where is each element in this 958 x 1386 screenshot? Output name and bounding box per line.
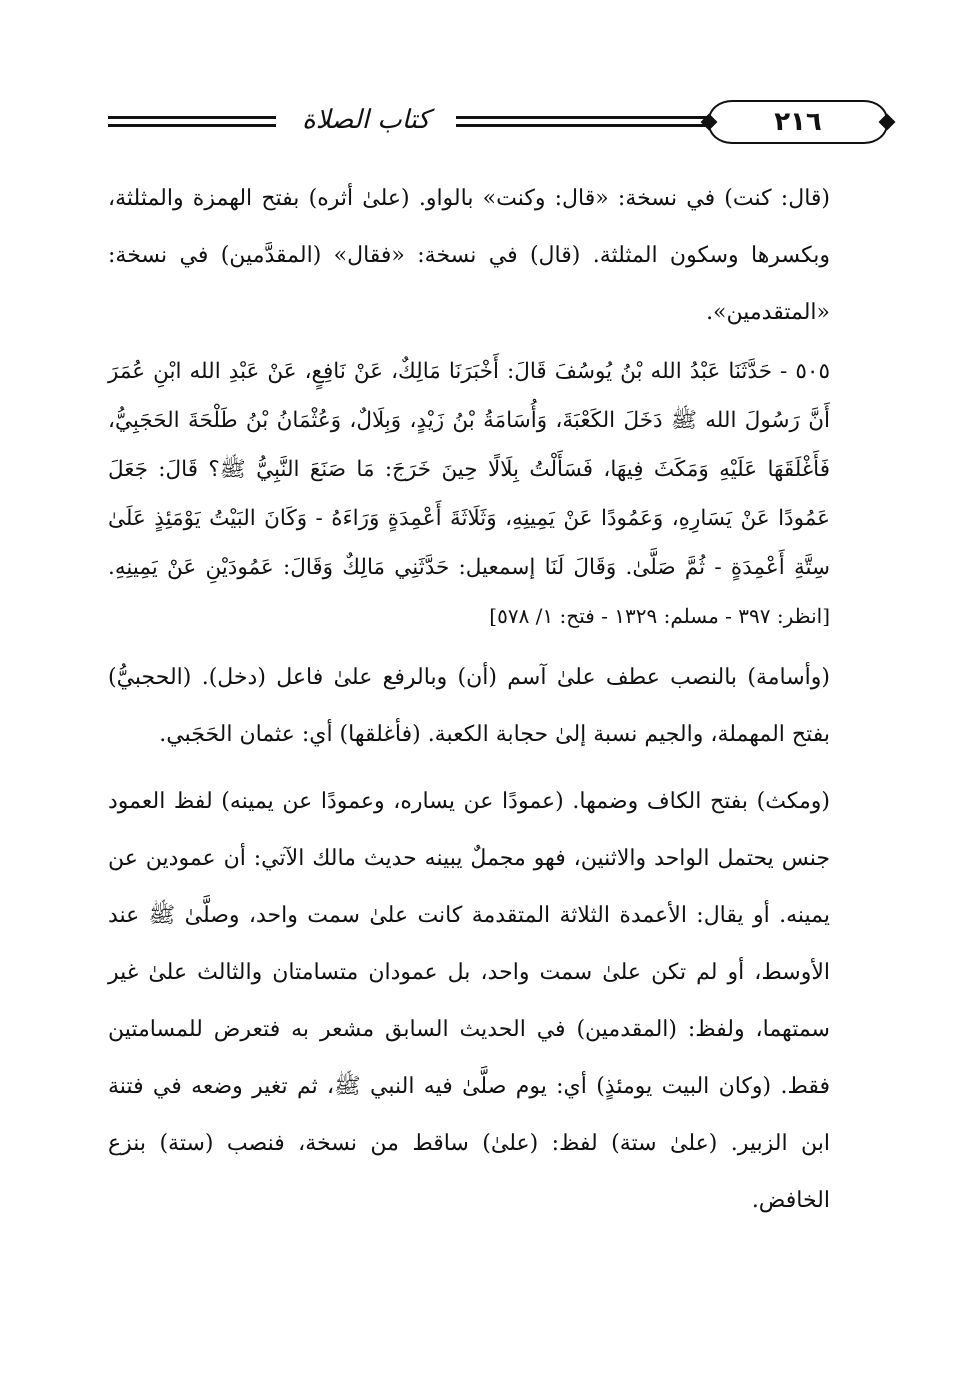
commentary-paragraph-2: (وأسامة) بالنصب عطف علىٰ آسم (أن) وبالرفع علىٰ فاعل (دخل). (الحجبيُّ) بفتح المهملة، والجيم نسبة إلىٰ حجابة الكعبة. (فأغلقها) أي: عثمان الحَجَبي. bbox=[108, 665, 830, 747]
page-number: ٢١٦ bbox=[774, 107, 822, 137]
page-number-badge bbox=[708, 100, 888, 144]
page-body bbox=[108, 170, 830, 1239]
hadith-text bbox=[108, 347, 830, 641]
commentary-paragraph-3: (ومكث) بفتح الكاف وضمها. (عمودًا عن يساره، وعمودًا عن يمينه) لفظ العمود جنس يحتمل الواحد والاثنين، فهو مجملٌ يبينه حديث مالك الآتي: أن عمودين عن يمينه. أو يقال: الأعمدة الثلاثة المتقدمة كانت علىٰ سمت واحد، وصلَّىٰ ﷺ عند الأوسط، أو لم تكن علىٰ سمت واحد، بل عمودان متسامتان والثالث علىٰ غير سمتهما، ولفظ: (المقدمين) في الحديث السابق مشعر به فتعرض للمسامتين فقط. (وكان البيت يومئذٍ) أي: يوم صلَّىٰ فيه النبي ﷺ، ثم تغير وضعه في فتنة ابن الزبير. (علىٰ ستة) لفظ: (علىٰ) ساقط من نسخة، فنصب (ستة) بنزع الخافض. bbox=[108, 789, 830, 1213]
commentary-paragraph-1: (قال: كنت) في نسخة: «قال: وكنت» بالواو. (علىٰ أثره) بفتح الهمزة والمثلثة، وبكسرها وسكون المثلثة. (قال) في نسخة: «فقال» (المقدَّمين) في نسخة: «المتقدمين». bbox=[108, 186, 830, 325]
hadith-body: ٥٠٥ - حَدَّثَنَا عَبْدُ الله بْنُ يُوسُفَ قَالَ: أَخْبَرَنَا مَالِكٌ، عَنْ نَافِعٍ، عَنْ عَبْدِ الله ابْنِ عُمَرَ أَنَّ رَسُولَ الله ﷺ دَخَلَ الكَعْبَةَ، وَأُسَامَةُ بْنُ زَيْدٍ، وَبِلَالٌ، وَعُثْمَانُ بْنُ طَلْحَةَ الحَجَبِيُّ، فَأَغْلَقَهَا عَلَيْهِ وَمَكَثَ فِيهَا، فَسَأَلْتُ بِلَالًا حِينَ خَرَجَ: مَا صَنَعَ النَّبِيُّ ﷺ؟ قَالَ: جَعَلَ عَمُودًا عَنْ يَسَارِهِ، وَعَمُودًا عَنْ يَمِينِهِ، وَثَلَاثَةَ أَعْمِدَةٍ وَرَاءَهُ - وَكَانَ البَيْتُ يَوْمَئِذٍ عَلَىٰ سِتَّةِ أَعْمِدَةٍ - ثُمَّ صَلَّىٰ. وَقَالَ لَنَا إسمعيل: حَدَّثَنِي مَالِكٌ وَقَالَ: عَمُودَيْنِ عَنْ يَمِينِهِ. bbox=[108, 359, 830, 580]
page-header bbox=[108, 96, 828, 146]
running-title: كتاب الصلاة bbox=[276, 102, 456, 138]
hadith-reference: [انظر: ٣٩٧ - مسلم: ١٣٢٩ - فتح: ١/ ٥٧٨] bbox=[489, 604, 830, 628]
